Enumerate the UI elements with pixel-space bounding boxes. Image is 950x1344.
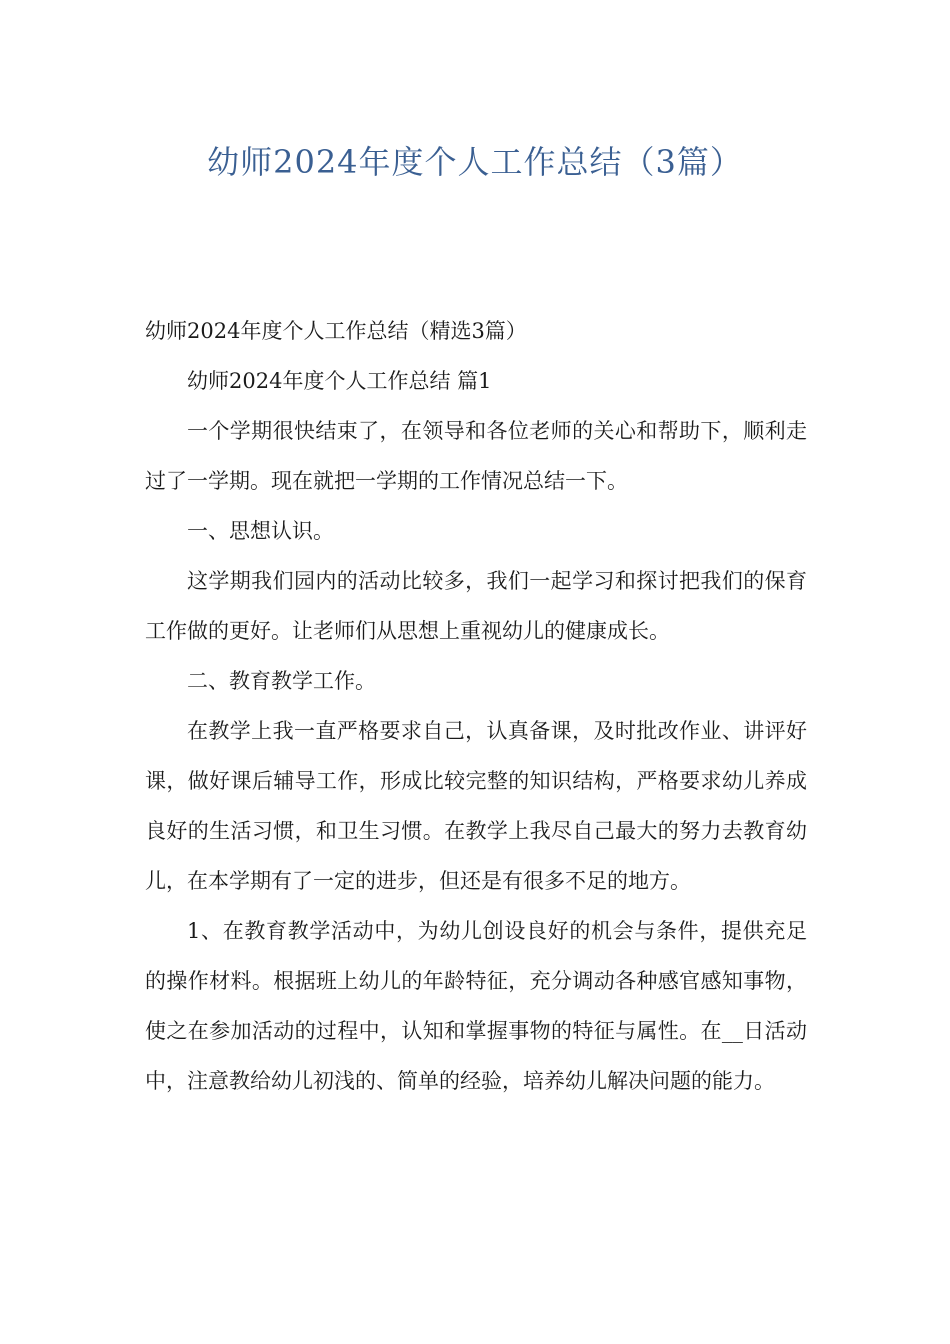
document-title: 幼师2024年度个人工作总结（3篇） [207, 143, 743, 181]
paragraph: 这学期我们园内的活动比较多，我们一起学习和探讨把我们的保育工作做的更好。让老师们从思想上重视幼儿的健康成长。 [145, 569, 807, 643]
section-heading: 二、教育教学工作。 [187, 669, 376, 693]
section-heading: 幼师2024年度个人工作总结 篇1 [187, 369, 492, 393]
paragraph: 一个学期很快结束了，在领导和各位老师的关心和帮助下，顺利走过了一学期。现在就把一学期的工作情况总结一下。 [145, 419, 807, 493]
paragraph: 1、在教育教学活动中，为幼儿创设良好的机会与条件，提供充足的操作材料。根据班上幼儿的年龄特征，充分调动各种感官感知事物，使之在参加活动的过程中，认知和掌握事物的特征与属性。在__日活动中，注意教给幼儿初浅的、简单的经验，培养幼儿解决问题的能力。 [145, 919, 807, 1093]
document-subtitle: 幼师2024年度个人工作总结（精选3篇） [145, 319, 527, 343]
document-body [145, 306, 807, 1106]
section-heading: 一、思想认识。 [187, 519, 334, 543]
paragraph: 在教学上我一直严格要求自己，认真备课，及时批改作业、讲评好课，做好课后辅导工作，形成比较完整的知识结构，严格要求幼儿养成良好的生活习惯，和卫生习惯。在教学上我尽自己最大的努力去教育幼儿，在本学期有了一定的进步，但还是有很多不足的地方。 [145, 719, 807, 893]
